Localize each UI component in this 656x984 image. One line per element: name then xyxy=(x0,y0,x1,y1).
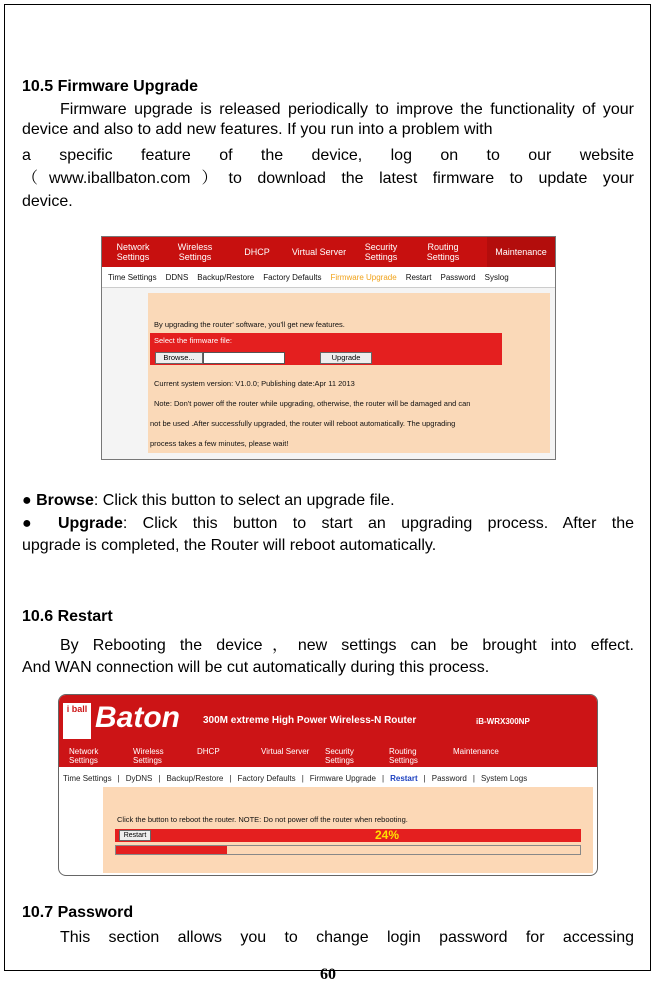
tab2-system-logs[interactable]: System Logs xyxy=(480,773,528,783)
note-line-2: not be used .After successfully upgraded, the router will reboot automatically. The upgrading xyxy=(150,419,456,428)
note-line-1: Note: Don't power off the router while upgrading, otherwise, the router will be damaged and can xyxy=(154,399,471,408)
model-number: iB-WRX300NP xyxy=(476,717,530,726)
restart-paragraph-line2: And WAN connection will be cut automatically during this process. xyxy=(22,659,490,676)
progress-fill xyxy=(116,846,227,854)
page-number: 60 xyxy=(320,966,336,983)
browse-button[interactable]: Browse... xyxy=(155,352,203,364)
password-paragraph: This section allows you to change login password for accessing xyxy=(60,929,634,946)
firmware-paragraph-line4: （www.iballbaton.com）to download the latest firmware to update your xyxy=(22,170,634,187)
tab2-time-settings[interactable]: Time Settings xyxy=(63,773,112,783)
separator: | xyxy=(472,773,475,783)
separator: | xyxy=(229,773,232,783)
iball-logo: i ball xyxy=(63,703,91,739)
firmware-upgrade-screenshot xyxy=(101,236,556,460)
content-panel xyxy=(148,293,550,453)
firmware-paragraph-line5: device. xyxy=(22,193,73,210)
nav2-wireless-settings[interactable]: Wireless Settings xyxy=(133,747,164,765)
restart-bar xyxy=(115,829,581,842)
section-heading-password: 10.7 Password xyxy=(22,904,134,921)
main-nav-2 xyxy=(59,745,597,767)
sub-nav-2 xyxy=(59,769,598,787)
upgrade-intro: By upgrading the router' software, you'll get new features. xyxy=(154,320,345,329)
tab2-dydns[interactable]: DyDNS xyxy=(125,773,153,783)
progress-track xyxy=(115,845,581,855)
bullet-browse: ● Browse: Click this button to select an upgrade file. xyxy=(22,492,395,509)
nav2-network-settings[interactable]: Network Settings xyxy=(69,747,99,765)
file-input[interactable]: No file selected. xyxy=(203,352,285,364)
separator: | xyxy=(158,773,161,783)
tab-ddns[interactable]: DDNS xyxy=(165,272,189,282)
upgrade-desc-line2: upgrade is completed, the Router will reboot automatically. xyxy=(22,537,437,554)
firmware-paragraph: Firmware upgrade is released periodically to improve the functionality of your device and also to add new features. If you run into a problem with xyxy=(22,101,634,138)
restart-screenshot xyxy=(58,694,598,876)
nav-security-settings[interactable]: Security Settings xyxy=(364,242,398,262)
nav-network-settings[interactable]: Network Settings xyxy=(116,242,150,262)
tab-time-settings[interactable]: Time Settings xyxy=(108,272,157,282)
tab-syslog[interactable]: Syslog xyxy=(484,272,509,282)
bullet-upgrade: ● Upgrade: Click this button to start an upgrading process. After the xyxy=(22,515,635,532)
note-line-3: process takes a few minutes, please wait! xyxy=(150,439,289,448)
select-file-label: Select the firmware file: xyxy=(154,336,232,345)
separator: | xyxy=(117,773,120,783)
tab-restart[interactable]: Restart xyxy=(405,272,432,282)
tab2-firmware-upgrade[interactable]: Firmware Upgrade xyxy=(309,773,377,783)
nav-wireless-settings[interactable]: Wireless Settings xyxy=(177,242,213,262)
current-version: Current system version: V1.0.0; Publishing date:Apr 11 2013 xyxy=(154,379,355,388)
tab-firmware-upgrade[interactable]: Firmware Upgrade xyxy=(330,272,397,282)
upgrade-desc: : Click this button to start an upgrading process. After the xyxy=(122,515,635,532)
restart-paragraph-line1: By Rebooting the device，new settings can be brought into effect. xyxy=(60,637,634,654)
firmware-paragraph-line3: a specific feature of the device, log on to our website xyxy=(22,147,634,164)
nav2-maintenance[interactable]: Maintenance xyxy=(453,747,499,756)
nav2-routing-settings[interactable]: Routing Settings xyxy=(389,747,418,765)
tab2-factory-defaults[interactable]: Factory Defaults xyxy=(237,773,296,783)
restart-button[interactable]: Restart xyxy=(119,830,151,841)
section-heading-firmware-upgrade: 10.5 Firmware Upgrade xyxy=(22,78,199,95)
tab-factory-defaults[interactable]: Factory Defaults xyxy=(263,272,322,282)
nav2-security-settings[interactable]: Security Settings xyxy=(325,747,354,765)
nav-maintenance[interactable]: Maintenance xyxy=(487,237,555,267)
main-nav xyxy=(102,237,555,267)
browse-desc: : Click this button to select an upgrade file. xyxy=(93,492,395,509)
tab2-backup-restore[interactable]: Backup/Restore xyxy=(166,773,224,783)
separator: | xyxy=(382,773,385,783)
router-header xyxy=(59,695,597,745)
nav2-virtual-server[interactable]: Virtual Server xyxy=(261,747,310,756)
nav2-dhcp[interactable]: DHCP xyxy=(197,747,220,756)
separator: | xyxy=(301,773,304,783)
tab-password[interactable]: Password xyxy=(440,272,476,282)
upgrade-term: Upgrade xyxy=(57,515,123,532)
router-tagline: 300M extreme High Power Wireless-N Router xyxy=(203,715,417,726)
progress-percent: 24% xyxy=(375,828,400,842)
nav-routing-settings[interactable]: Routing Settings xyxy=(426,242,460,262)
brand-name: Baton xyxy=(95,701,180,734)
tab2-restart[interactable]: Restart xyxy=(390,773,418,783)
nav-virtual-server[interactable]: Virtual Server xyxy=(291,247,347,257)
nav-dhcp[interactable]: DHCP xyxy=(244,247,270,257)
separator: | xyxy=(423,773,426,783)
sub-nav xyxy=(102,267,555,288)
upgrade-button[interactable]: Upgrade xyxy=(320,352,372,364)
tab2-password[interactable]: Password xyxy=(431,773,467,783)
reboot-message: Click the button to reboot the router. NOTE: Do not power off the router when rebooting. xyxy=(117,815,408,824)
restart-panel xyxy=(103,787,593,873)
section-heading-restart: 10.6 Restart xyxy=(22,608,113,625)
tab-backup-restore[interactable]: Backup/Restore xyxy=(197,272,255,282)
browse-term: Browse xyxy=(36,492,94,509)
file-select-bar xyxy=(150,333,502,365)
